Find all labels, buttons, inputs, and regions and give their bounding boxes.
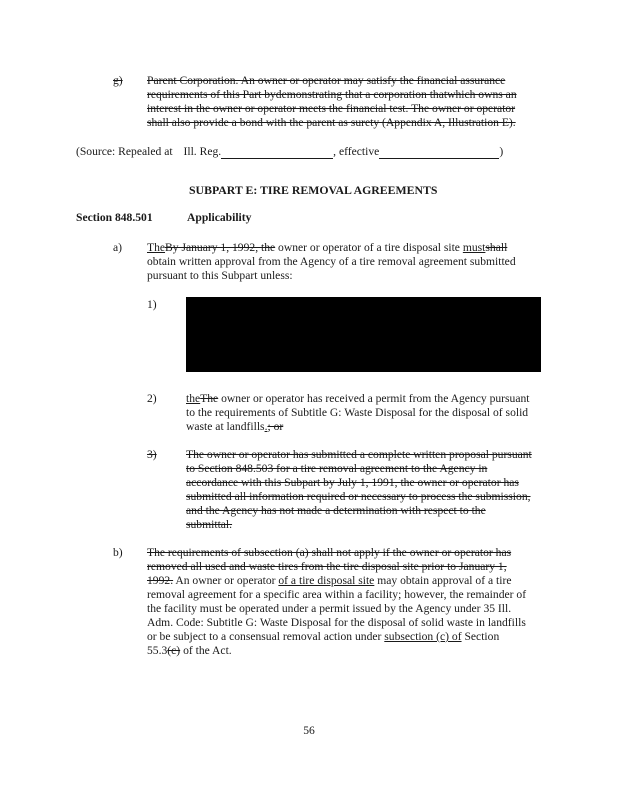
para-a-label: a) xyxy=(113,241,123,254)
source-close: ) xyxy=(499,145,504,158)
para-a-del-date: By January 1, 1992, the xyxy=(165,241,276,254)
redaction-block xyxy=(186,297,541,372)
source-effective-blank xyxy=(379,146,499,159)
section-title: Applicability xyxy=(187,211,252,224)
item-2-line-2: to the requirements of Subtitle G: Waste Disposal for the disposal of solid xyxy=(186,406,529,419)
item-2-text-3: waste at landfills xyxy=(186,420,265,433)
para-b-text-7a: or be subject to a consensual removal action under xyxy=(147,630,385,643)
para-a-line-2: obtain written approval from the Agency of a tire removal agreement submitted xyxy=(147,255,516,268)
para-b-line-1: The requirements of subsection (a) shall not apply if the owner or operator has xyxy=(147,546,512,559)
item-3-line-4: submitted all information required or necessary to process the submission, xyxy=(186,490,531,503)
item-2-line-3 xyxy=(186,420,283,434)
item-2-del-the: The xyxy=(200,392,219,405)
page-number: 56 xyxy=(303,724,315,737)
item-2-ins-the: the xyxy=(186,392,201,405)
para-a-ins-must: must xyxy=(462,241,486,254)
item-2-label: 2) xyxy=(147,392,157,405)
para-g-line-3: interest in the owner or operator meets the financial test. The owner or operator xyxy=(147,102,516,115)
subpart-title: SUBPART E: TIRE REMOVAL AGREEMENTS xyxy=(189,183,438,197)
item-3-line-5: and the Agency has not made a determination with respect to the xyxy=(186,504,486,517)
para-b-text-3b: may obtain approval of a tire xyxy=(374,574,512,587)
para-b-line-4: removal agreement for a specific area within a facility; however, the remainder of xyxy=(147,588,527,601)
item-3-line-6: submittal. xyxy=(186,518,233,531)
para-g-line-1: Parent Corporation. An owner or operator may satisfy the financial assurance xyxy=(147,74,506,87)
para-b-line-8 xyxy=(147,644,232,658)
item-3-line-1: The owner or operator has submitted a complete written proposal pursuant xyxy=(186,448,532,461)
item-3-line-2: to Section 848.503 for a tire removal agreement to the Agency in xyxy=(186,462,488,475)
para-b-line-5: the facility must be operated under a permit issued by the Agency under 35 Ill. xyxy=(147,602,512,615)
para-b-line-7 xyxy=(147,630,499,644)
item-1-label: 1) xyxy=(147,298,157,311)
item-2-line-1 xyxy=(186,392,530,406)
source-note xyxy=(76,145,503,159)
source-effective: , effective xyxy=(333,145,380,158)
para-b-ins-subsection: subsection (c) of xyxy=(384,630,462,643)
para-a-text: owner or operator of a tire disposal site xyxy=(275,241,463,254)
para-b-del-year: 1992. xyxy=(147,574,174,587)
para-g-line-4: shall also provide a bond with the parent as surety (Appendix A, Illustration E). xyxy=(147,116,516,129)
item-2-del-or: ; or xyxy=(267,420,284,433)
para-b-del-c: (c) xyxy=(167,644,181,657)
para-a-line-1 xyxy=(147,241,507,255)
para-b-text-7b: Section xyxy=(461,630,500,643)
para-b-label: b) xyxy=(113,546,123,559)
item-3-label: 3) xyxy=(147,448,157,461)
section-number: Section 848.501 xyxy=(76,211,153,224)
para-a-line-3: pursuant to this Subpart unless: xyxy=(147,269,293,282)
para-b-line-6: Adm. Code: Subtitle G: Waste Disposal for the disposal of solid waste in landfills xyxy=(147,616,526,629)
source-reg: Ill. Reg. xyxy=(183,145,222,158)
para-b-text-3a: An owner or operator xyxy=(173,574,279,587)
source-prefix: (Source: Repealed at xyxy=(76,145,173,158)
para-g-label: g) xyxy=(113,74,123,87)
para-a-ins-the: The xyxy=(147,241,166,254)
para-a-del-shall: shall xyxy=(485,241,508,254)
para-b-text-8b: of the Act. xyxy=(180,644,232,657)
para-b-line-3 xyxy=(147,574,511,588)
para-b-text-8a: 55.3 xyxy=(147,644,168,657)
item-2-text-1: owner or operator has received a permit from the Agency pursuant xyxy=(218,392,530,405)
item-2-ins-period: . xyxy=(264,420,268,433)
source-reg-blank xyxy=(221,146,333,159)
para-b-line-2: removed all used and waste tires from the tire disposal site prior to January 1, xyxy=(147,560,507,573)
para-b-ins-site: of a tire disposal site xyxy=(278,574,375,587)
item-3-line-3: accordance with this Subpart by July 1, 1991, the owner or operator has xyxy=(186,476,519,489)
para-g-line-2: requirements of this Part bydemonstrating that a corporation thatwhich owns an xyxy=(147,88,517,101)
